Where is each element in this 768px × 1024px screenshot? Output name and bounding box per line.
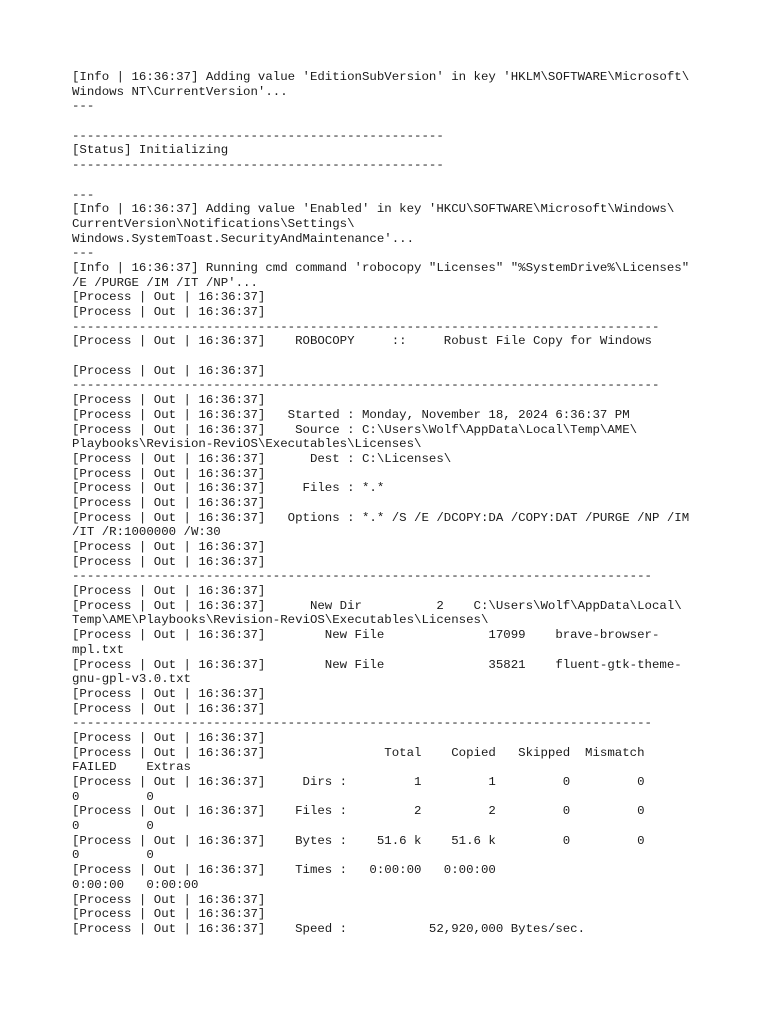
- log-line: [Process | Out | 16:36:37] New File 17099 brave-browser-: [72, 628, 660, 643]
- log-line: [Process | Out | 16:36:37]: [72, 393, 266, 408]
- log-line: --------------------------------------------------: [72, 128, 444, 143]
- log-line: 0 0: [72, 819, 154, 834]
- log-line: ---: [72, 99, 95, 114]
- log-line: CurrentVersion\Notifications\Settings\: [72, 216, 355, 231]
- log-line: [Status] Initializing: [72, 143, 229, 158]
- log-line: -------------------------------------------------------------------------------: [72, 378, 660, 393]
- log-line: ---: [72, 187, 95, 202]
- log-line: [Process | Out | 16:36:37] Source : C:\Users\Wolf\AppData\Local\Temp\AME\: [72, 422, 638, 437]
- log-line: ------------------------------------------------------------------------------: [72, 716, 652, 731]
- log-line: 0 0: [72, 848, 154, 863]
- log-line: 0 0: [72, 789, 154, 804]
- log-line: [Info | 16:36:37] Adding value 'Enabled' in key 'HKCU\SOFTWARE\Microsoft\Windows\: [72, 202, 675, 217]
- log-line: [Process | Out | 16:36:37] Files : *.*: [72, 481, 385, 496]
- log-line: [Process | Out | 16:36:37]: [72, 363, 266, 378]
- log-line: [Process | Out | 16:36:37] Times : 0:00:00 0:00:00: [72, 863, 496, 878]
- log-line: [Process | Out | 16:36:37] Started : Monday, November 18, 2024 6:36:37 PM: [72, 407, 630, 422]
- log-line: [Process | Out | 16:36:37]: [72, 892, 266, 907]
- log-line: [Process | Out | 16:36:37]: [72, 495, 266, 510]
- log-line: [Info | 16:36:37] Adding value 'EditionSubVersion' in key 'HKLM\SOFTWARE\Microsoft\: [72, 70, 690, 84]
- log-line: ------------------------------------------------------------------------------: [72, 569, 652, 584]
- log-line: [Process | Out | 16:36:37] Options : *.* /S /E /DCOPY:DA /COPY:DAT /PURGE /NP /IM: [72, 510, 690, 525]
- log-output: [72, 70, 712, 937]
- log-line: /E /PURGE /IM /IT /NP'...: [72, 275, 258, 290]
- log-line: [72, 173, 712, 188]
- log-line: [Process | Out | 16:36:37]: [72, 701, 266, 716]
- log-line: [Process | Out | 16:36:37] Speed : 52,920,000 Bytes/sec.: [72, 921, 586, 936]
- log-line: [Process | Out | 16:36:37] Files : 2 2 0 0: [72, 804, 645, 819]
- log-line: [Process | Out | 16:36:37] ROBOCOPY :: Robust File Copy for Windows: [72, 334, 652, 349]
- log-line: gnu-gpl-v3.0.txt: [72, 672, 191, 687]
- log-line: [Process | Out | 16:36:37]: [72, 730, 266, 745]
- log-line: 0:00:00 0:00:00: [72, 877, 199, 892]
- log-line: [72, 114, 712, 129]
- log-line: [Info | 16:36:37] Running cmd command 'robocopy "Licenses" "%SystemDrive%\Licenses": [72, 260, 690, 275]
- log-line: [Process | Out | 16:36:37] New File 35821 fluent-gtk-theme-: [72, 657, 682, 672]
- log-line: [Process | Out | 16:36:37] Total Copied Skipped Mismatch: [72, 745, 645, 760]
- log-line: [Process | Out | 16:36:37]: [72, 907, 266, 922]
- log-line: /IT /R:1000000 /W:30: [72, 525, 221, 540]
- log-line: FAILED Extras: [72, 760, 191, 775]
- log-line: [Process | Out | 16:36:37] New Dir 2 C:\Users\Wolf\AppData\Local\: [72, 598, 682, 613]
- log-line: [Process | Out | 16:36:37]: [72, 466, 266, 481]
- log-line: ---: [72, 246, 95, 261]
- log-line: [72, 349, 712, 364]
- log-line: [Process | Out | 16:36:37]: [72, 290, 266, 305]
- log-line: [Process | Out | 16:36:37] Bytes : 51.6 k 51.6 k 0 0: [72, 833, 645, 848]
- log-line: [Process | Out | 16:36:37]: [72, 540, 266, 554]
- log-line: [Process | Out | 16:36:37]: [72, 584, 266, 599]
- log-line: [Process | Out | 16:36:37]: [72, 305, 266, 319]
- log-line: mpl.txt: [72, 642, 125, 657]
- log-line: -------------------------------------------------------------------------------: [72, 319, 660, 334]
- log-line: [Process | Out | 16:36:37]: [72, 686, 266, 701]
- log-line: Temp\AME\Playbooks\Revision-ReviOS\Executables\Licenses\: [72, 613, 489, 628]
- log-line: [Process | Out | 16:36:37]: [72, 554, 266, 569]
- log-line: Windows NT\CurrentVersion'...: [72, 84, 288, 99]
- log-line: [Process | Out | 16:36:37] Dest : C:\Licenses\: [72, 451, 452, 466]
- log-line: --------------------------------------------------: [72, 158, 444, 173]
- log-line: [Process | Out | 16:36:37] Dirs : 1 1 0 0: [72, 775, 645, 789]
- log-line: Windows.SystemToast.SecurityAndMaintenance'...: [72, 231, 415, 246]
- log-line: Playbooks\Revision-ReviOS\Executables\Licenses\: [72, 437, 422, 452]
